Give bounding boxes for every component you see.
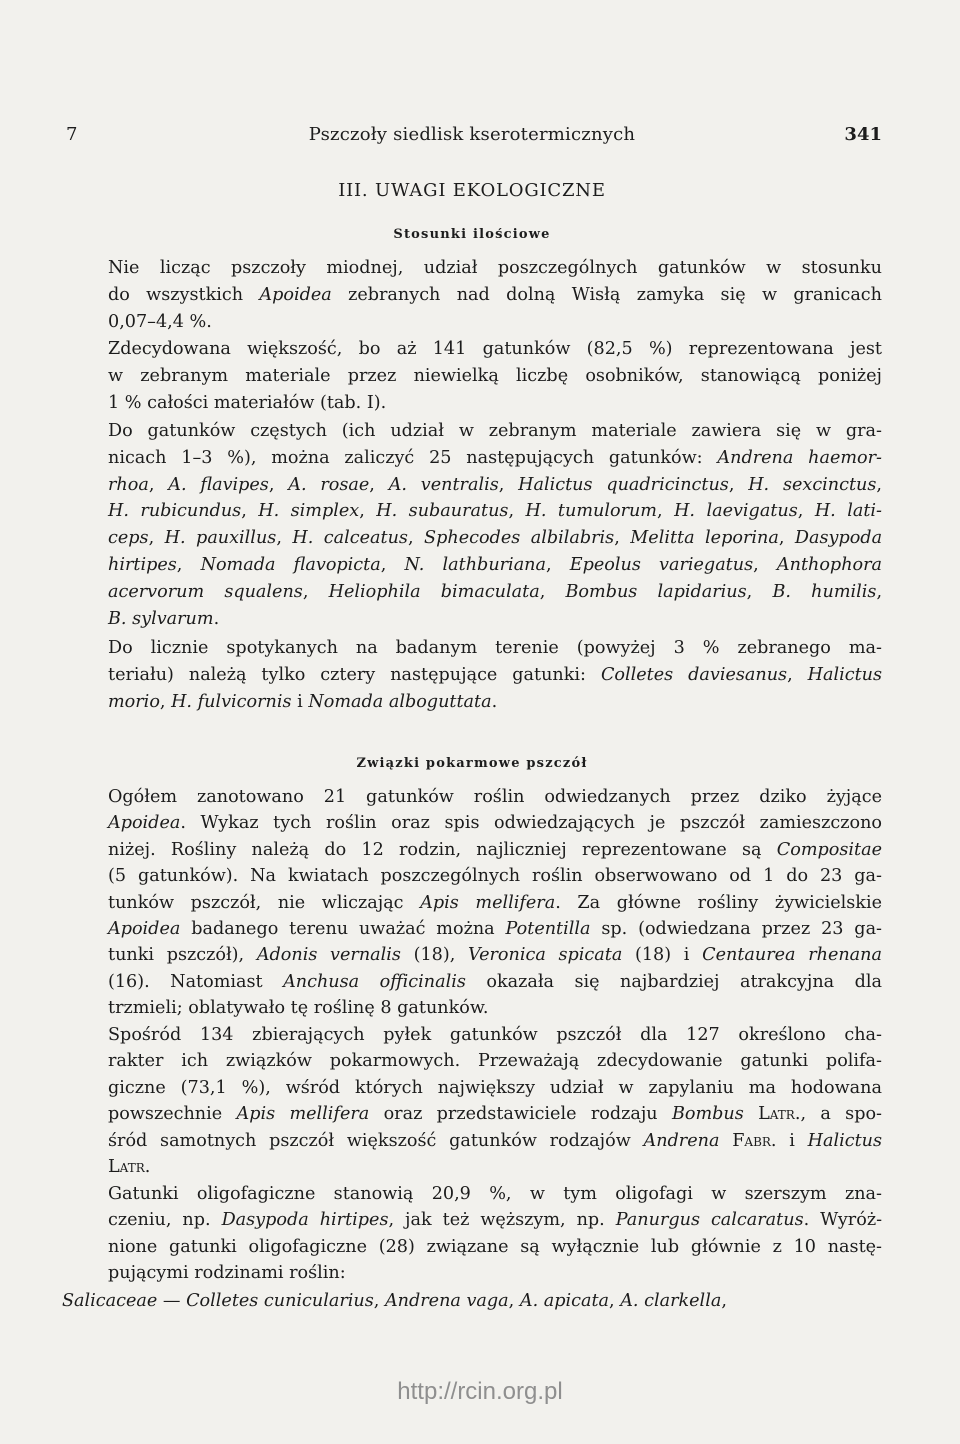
text-line: hirtipes, Nomada flavopicta, N. lathburiana, Epeolus variegatus, Anthophora [108,554,883,575]
paragraph-1 [62,255,882,335]
text-line: rhoa, A. flavipes, A. rosae, A. ventralis, Halictus quadricinctus, H. sexcinctus, [108,474,883,495]
text-line: Salicaceae — Colletes cunicularius, Andrena vaga, A. apicata, A. clarkella, [62,1291,727,1311]
section-title: III. UWAGI EKOLOGICZNE [338,180,606,201]
text-line: tunków pszczół, nie wliczając Apis mellifera. Za główne rośliny żywicielskie [108,892,882,913]
paragraph-2 [62,336,882,416]
text-line: Ogółem zanotowano 21 gatunków roślin odwiedzanych przez dziko żyjące [108,787,882,807]
text-line: giczne (73,1 %), wśród których największy udział w zapylaniu ma hodowana [108,1077,882,1098]
text-line: Do gatunków częstych (ich udział w zebranym materiale zawiera się w gra- [108,421,882,441]
paragraph-8 [62,1288,882,1314]
text-line: Spośród 134 zbierających pyłek gatunków pszczół dla 127 określono cha- [108,1025,882,1045]
text-line: Latr. [108,1157,151,1178]
chapter-number: 7 [66,124,78,145]
text-line: tunki pszczół), Adonis vernalis (18), Veronica spicata (18) i Centaurea rhenana [108,945,882,966]
page-header [62,124,882,154]
watermark-url: http://rcin.org.pl [397,1378,563,1405]
text-line: czeniu, np. Dasypoda hirtipes, jak też węższym, np. Panurgus calcaratus. Wyróż- [108,1210,883,1231]
text-line: B. sylvarum. [108,608,220,629]
text-line: ceps, H. pauxillus, H. calceatus, Sphecodes albilabris, Melitta leporina, Dasypoda [108,528,883,549]
page [62,0,882,1444]
text-line: teriału) należą tylko cztery następujące gatunki: Colletes daviesanus, Halictus [108,664,883,685]
text-line: 1 % całości materiałów (tab. I). [108,392,387,413]
text-line: Do licznie spotykanych na badanym terenie (powyżej 3 % zebranego ma- [108,638,882,658]
text-line: (5 gatunków). Na kwiatach poszczególnych roślin obserwowano od 1 do 23 ga- [108,866,882,887]
text-line: 0,07–4,4 %. [108,311,212,332]
paragraph-4 [62,635,882,715]
text-line: nione gatunki oligofagiczne (28) związane są wyłącznie lub głównie z 10 nastę- [108,1236,882,1257]
text-line: powszechnie Apis mellifera oraz przedstawiciele rodzaju Bombus Latr., a spo- [108,1104,882,1125]
text-line: niżej. Rośliny należą do 12 rodzin, najliczniej reprezentowane są Compositae [108,839,882,860]
text-line: pującymi rodzinami roślin: [108,1263,346,1284]
text-line: Apoidea badanego terenu uważać można Potentilla sp. (odwiedzana przez 23 ga- [108,919,883,940]
text-line: Apoidea. Wykaz tych roślin oraz spis odwiedzających je pszczół zamieszczono [108,813,882,834]
paragraph-6 [62,1022,882,1180]
paragraph-3 [62,418,882,632]
text-line: w zebranym materiale przez niewielką liczbę osobników, stanowiącą poniżej [108,365,882,386]
page-number: 341 [844,124,882,145]
text-line: śród samotnych pszczół większość gatunków rodzajów Andrena Fabr. i Halictus [108,1130,883,1151]
text-line: Gatunki oligofagiczne stanowią 20,9 %, w tym oligofagi w szerszym zna- [108,1184,882,1204]
paragraph-5 [62,784,882,1022]
subsection-title-feeding: Związki pokarmowe pszczół [356,756,588,771]
running-title: Pszczoły siedlisk kserotermicznych [308,124,636,145]
text-line: H. rubicundus, H. simplex, H. subauratus, H. tumulorum, H. laevigatus, H. lati- [108,501,882,522]
subsection-title-quantitative: Stosunki ilościowe [393,227,551,242]
text-line: acervorum squalens, Heliophila bimaculata, Bombus lapidarius, B. humilis, [108,581,883,602]
text-line: trzmieli; oblatywało tę roślinę 8 gatunków. [108,998,489,1019]
text-line: morio, H. fulvicornis i Nomada alboguttata. [108,691,498,712]
text-line: Nie licząc pszczoły miodnej, udział poszczególnych gatunków w stosunku [108,258,882,278]
text-line: Zdecydowana większość, bo aż 141 gatunków (82,5 %) reprezentowana jest [108,339,882,359]
text-line: do wszystkich Apoidea zebranych nad dolną Wisłą zamyka się w granicach [108,284,882,305]
text-line: rakter ich związków pokarmowych. Przeważają zdecydowanie gatunki polifa- [108,1051,882,1072]
paragraph-7 [62,1181,882,1287]
text-line: (16). Natomiast Anchusa officinalis okazała się najbardziej atrakcyjna dla [108,971,882,992]
text-line: nicach 1–3 %), można zaliczyć 25 następujących gatunków: Andrena haemor- [108,447,882,468]
